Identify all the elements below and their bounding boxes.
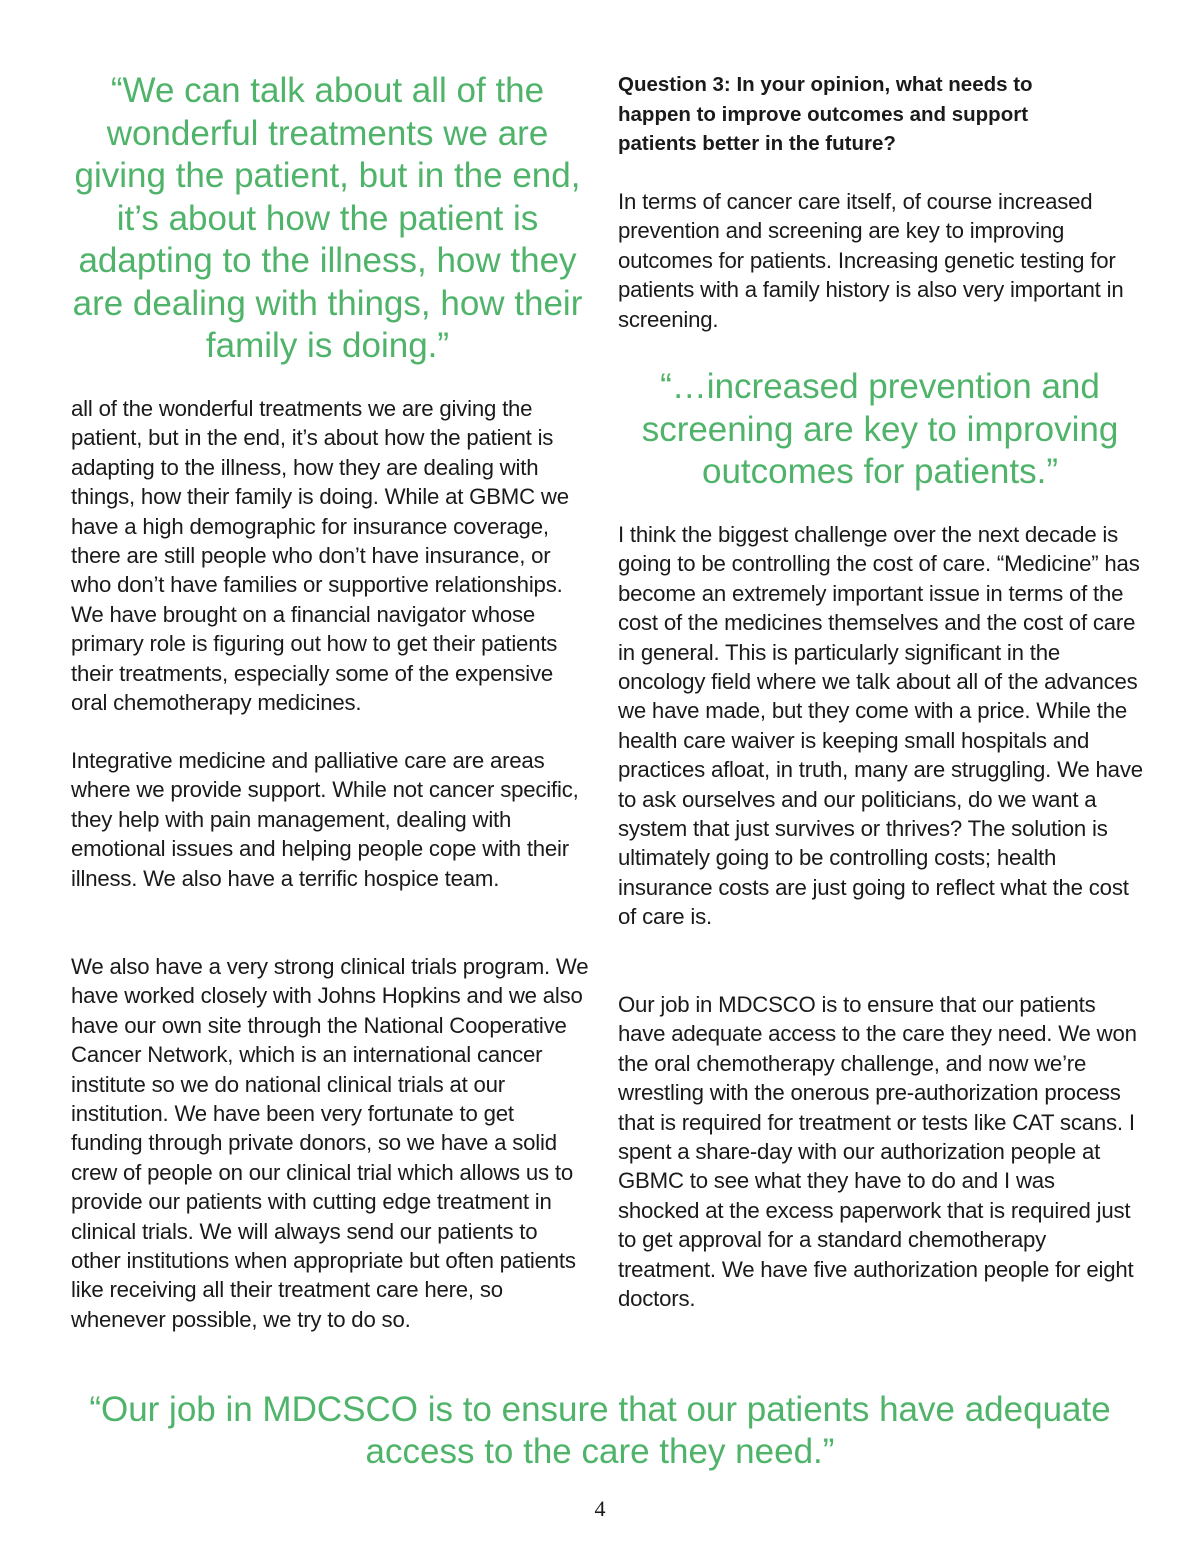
page-number: 4 [594, 1496, 606, 1521]
question-heading: Question 3: In your opinion, what needs to happen to improve outcomes and support patients better in the future? [618, 73, 1033, 155]
left-paragraph-2: Integrative medicine and palliative care are areas where we provide support. While not cancer specific, they help with pain management, dealing with emotional issues and helping people cope with their illness. We also have a terrific hospice team. [71, 748, 579, 891]
right-pull-quote: “…increased prevention and screening are key to improving outcomes for patients.” [641, 367, 1119, 491]
left-paragraph-3: We also have a very strong clinical trials program. We have worked closely with Johns Hopkins and we also have our own site through the National Cooperative Cancer Network, which is an international cancer institute so we do national clinical trials at our institution. We have been very fortunate to get funding through private donors, so we have a solid crew of people on our clinical trial which allows us to provide our patients with cutting edge treatment in clinical trials. We will always send our patients to other institutions when appropriate but often patients like receiving all their treatment care here, so whenever possible, we try to do so. [71, 954, 589, 1332]
right-paragraph-1: In terms of cancer care itself, of course increased prevention and screening are key to improving outcomes for patients. Increasing genetic testing for patients with a family history is also very important in screening. [618, 189, 1124, 332]
right-paragraph-2: I think the biggest challenge over the next decade is going to be controlling the cost of care. “Medicine” has become an extremely important issue in terms of the cost of the medicines themselves and the cost of care in general. This is particularly significant in the oncology field where we talk about all of the advances we have made, but they come with a price. While the health care waiver is keeping small hospitals and practices afloat, in truth, many are struggling. We have to ask ourselves and our politicians, do we want a system that just survives or thrives? The solution is ultimately going to be controlling costs; health insurance costs are just going to reflect what the cost of care is. [618, 522, 1143, 930]
bottom-pull-quote: “Our job in MDCSCO is to ensure that our patients have adequate access to the care they need.” [89, 1390, 1111, 1471]
left-paragraph-1: all of the wonderful treatments we are giving the patient, but in the end, it’s about how the patient is adapting to the illness, how they are dealing with things, how their family is doing. While at GBMC we have a high demographic for insurance coverage, there are still people who don’t have insurance, or who don’t have families or supportive relationships. We have brought on a financial navigator whose primary role is figuring out how to get their patients their treatments, especially some of the expensive oral chemotherapy medicines. [71, 396, 569, 716]
left-pull-quote: “We can talk about all of the wonderful treatments we are giving the patient, but in the end, it’s about how the patient is adapting to the illness, how they are dealing with things, how their family is doing.” [72, 71, 583, 365]
right-paragraph-3: Our job in MDCSCO is to ensure that our patients have adequate access to the care they need. We won the oral chemotherapy challenge, and now we’re wrestling with the onerous pre-authorization process that is required for treatment or tests like CAT scans. I spent a share-day with our authorization people at GBMC to see what they have to do and I was shocked at the excess paperwork that is required just to get approval for a standard chemotherapy treatment. We have five authorization people for eight doctors. [618, 992, 1137, 1312]
